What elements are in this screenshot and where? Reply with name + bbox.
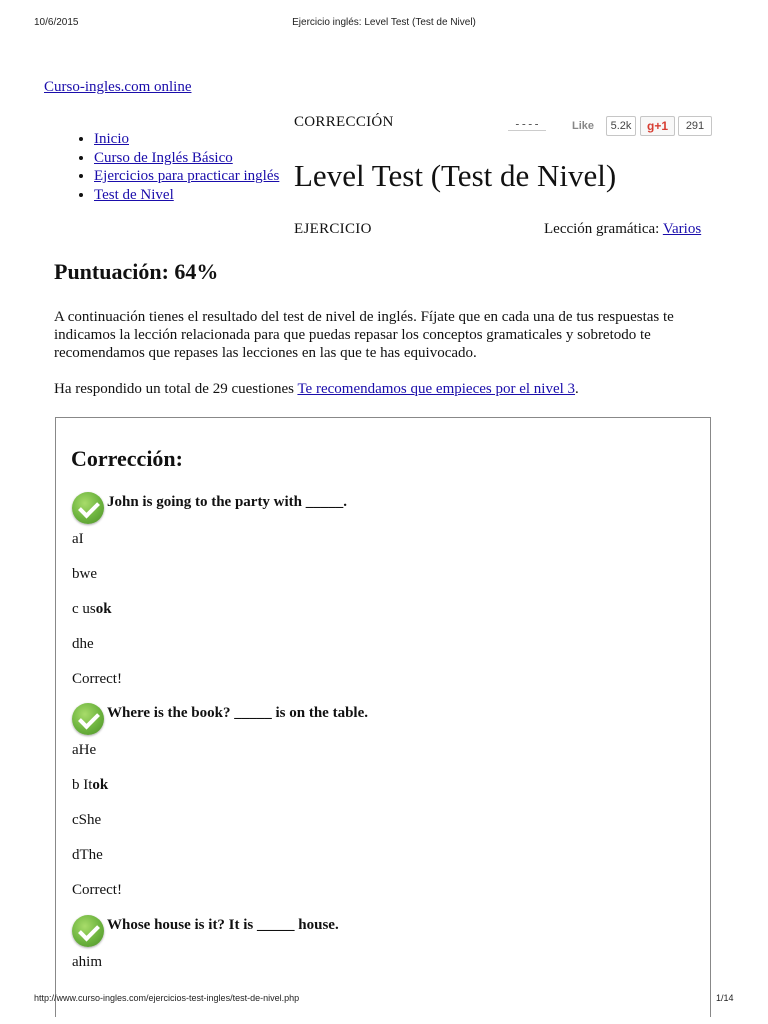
google-plus-count: 291 bbox=[678, 116, 712, 136]
question-2 bbox=[72, 703, 692, 916]
nav-item bbox=[94, 167, 279, 186]
lesson-link[interactable]: Varios bbox=[662, 221, 702, 237]
print-date: 10/6/2015 bbox=[34, 17, 79, 28]
nav-link-test-nivel[interactable]: Test de Nivel bbox=[94, 186, 174, 203]
answer-option: aHe bbox=[72, 742, 97, 758]
ok-marker: ok bbox=[95, 601, 112, 617]
exercise-label: EJERCICIO bbox=[294, 221, 372, 237]
green-check-icon bbox=[72, 492, 104, 524]
like-button[interactable]: Like bbox=[572, 120, 595, 132]
result-text: Correct! bbox=[72, 882, 122, 898]
lesson-label: Lección gramática: bbox=[544, 221, 660, 237]
total-text: Ha respondido un total de 29 cuestiones bbox=[54, 381, 294, 397]
page-title: Level Test (Test de Nivel) bbox=[294, 158, 617, 193]
intro-paragraph: A continuación tienes el resultado del test de nivel de inglés. Fíjate que en cada una de tus respuestas te indicamos la lección relacionada para que puedas repasar los conceptos gramaticales y sobretodo te recomendamos que repases las lecciones en las que te has equivocado. bbox=[54, 309, 674, 361]
answer-option: cShe bbox=[72, 812, 102, 828]
ok-marker: ok bbox=[92, 777, 109, 793]
total-answered bbox=[54, 381, 579, 398]
correction-panel bbox=[55, 417, 711, 1017]
question-text: Whose house is it? It is _____ house. bbox=[107, 917, 339, 933]
answer-option: dThe bbox=[72, 847, 103, 863]
question-text: John is going to the party with _____. bbox=[107, 494, 348, 510]
nav-item bbox=[94, 149, 279, 168]
answer-option: aI bbox=[72, 531, 84, 547]
share-placeholder: - - - - bbox=[508, 118, 546, 131]
nav-item bbox=[94, 186, 279, 205]
score-heading: Puntuación: 64% bbox=[54, 259, 219, 284]
main-nav bbox=[76, 130, 279, 204]
print-title: Ejercicio inglés: Level Test (Test de Nivel) bbox=[292, 17, 476, 28]
answer-option: ahim bbox=[72, 954, 103, 970]
question-1 bbox=[72, 492, 692, 705]
print-url: http://www.curso-ingles.com/ejercicios-test-ingles/test-de-nivel.php bbox=[34, 993, 300, 1003]
answer-option: dhe bbox=[72, 636, 94, 652]
correction-title: Corrección: bbox=[71, 446, 183, 471]
answer-option: b Itok bbox=[72, 777, 109, 793]
nav-link-inicio[interactable]: Inicio bbox=[94, 131, 129, 147]
answer-option: c usok bbox=[72, 601, 112, 617]
recommend-level-link[interactable]: Te recomendamos que empieces por el nivel 3 bbox=[297, 381, 576, 397]
question-3 bbox=[72, 915, 692, 988]
google-plus-button[interactable]: g+1 bbox=[640, 116, 675, 136]
green-check-icon bbox=[72, 915, 104, 947]
result-text: Correct! bbox=[72, 671, 122, 687]
answer-option: bwe bbox=[72, 566, 97, 582]
question-text: Where is the book? _____ is on the table. bbox=[107, 705, 368, 721]
like-count: 5.2k bbox=[606, 116, 636, 136]
print-page-number: 1/14 bbox=[716, 993, 734, 1003]
correction-label: CORRECCIÓN bbox=[294, 114, 394, 130]
lesson-info bbox=[544, 221, 701, 238]
total-suffix: . bbox=[575, 381, 579, 397]
green-check-icon bbox=[72, 703, 104, 735]
nav-link-curso-basico[interactable]: Curso de Inglés Básico bbox=[94, 149, 233, 166]
site-home-link[interactable]: Curso-ingles.com online bbox=[44, 79, 192, 95]
nav-link-ejercicios[interactable]: Ejercicios para practicar inglés bbox=[94, 168, 280, 184]
nav-item bbox=[94, 130, 279, 149]
